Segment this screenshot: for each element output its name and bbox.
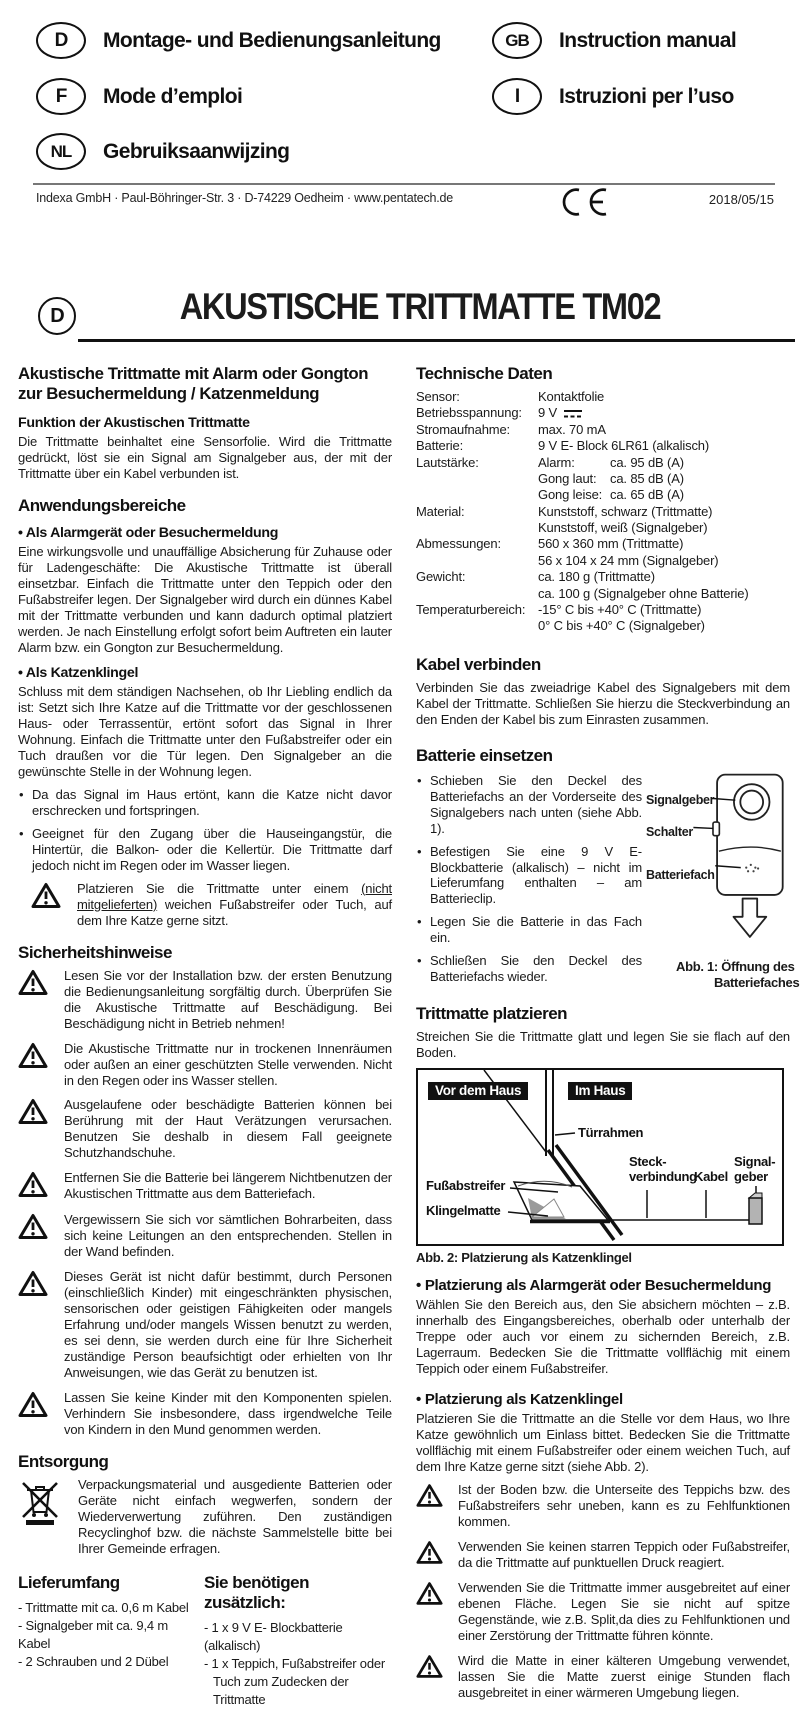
platzierung-katzen-paragraph: Platzieren Sie die Trittmatte an die Stelle vor dem Haus, wo Ihre Katze gewöhnlich um Einlass bittet. Bedecken Sie die Trittmatte vollflächig mit einem Fußabstreifer oder einem weichen Tuch, auf dem Ihre Katze gerne sitzt (siehe Abb. 2).: [416, 1411, 790, 1475]
figure1-caption-line1: Abb. 1: Öffnung des: [676, 958, 795, 974]
warning-triangle-icon: [18, 1212, 51, 1245]
section-title-batterie-einsetzen: Batterie einsetzen: [416, 745, 553, 765]
publisher-line: Indexa GmbH · Paul-Böhringer-Str. 3 · D-74229 Oedheim · www.pentatech.de: [36, 191, 454, 205]
language-label-gb: Instruction manual: [559, 28, 737, 52]
figure1-caption-line2: Batteriefaches: [714, 974, 800, 990]
warning-triangle-icon: [416, 1539, 445, 1570]
subsection-title-alarmgeraet: • Als Alarmgerät oder Besuchermeldung: [18, 524, 279, 541]
spec-row: [416, 455, 790, 504]
weee-bin-icon: [18, 1477, 64, 1531]
list-item: • Schließen Sie den Deckel des Batteriefachs wieder.: [430, 953, 642, 985]
section-title-kabel-verbinden: Kabel verbinden: [416, 654, 541, 674]
safety-item: [18, 1041, 392, 1089]
spec-value: 9 V: [538, 405, 790, 421]
spec-value: -15° C bis +40° C (Trittmatte) 0° C bis +40° C (Signalgeber): [538, 601, 705, 634]
language-badge-gb: GB: [492, 22, 542, 59]
subsection-title-platzierung-katzen: • Platzierung als Katzenklingel: [416, 1391, 623, 1409]
list-item: • Befestigen Sie eine 9 V E- Blockbatterie (alkalisch) – nicht im Lieferumfang enthalten – am Batterieclip.: [430, 844, 642, 908]
intro-heading: Akustische Trittmatte mit Alarm oder Gongton zur Besuchermeldung / Katzenmeldung: [18, 364, 369, 404]
title-divider: [78, 339, 795, 342]
list-item: • Geeignet für den Zugang über die Hauseingangstür, die Hintertür, die Balkon- oder die Kellertür. Die Trittmatte darf jedoch nicht im Regen oder im Wasser liegen.: [32, 826, 392, 874]
figure2-label-steck1: Steck-: [629, 1154, 667, 1170]
language-badge-d: D: [36, 22, 86, 59]
section-title-entsorgung: Entsorgung: [18, 1452, 109, 1472]
battery-section: [416, 771, 800, 999]
placement-warning: [416, 1653, 790, 1701]
spec-row: [416, 405, 790, 421]
lang-row-nl: [36, 133, 289, 170]
spec-label: Betriebsspannung:: [416, 405, 522, 421]
list-item: - 2 Schrauben und 2 Dübel: [18, 1653, 169, 1669]
placement-warning: [416, 1539, 790, 1571]
figure2-label-tuerrahmen: Türrahmen: [578, 1125, 644, 1141]
katzenklingel-paragraph: Schluss mit dem ständigen Nachsehen, ob Ihr Liebling endlich da ist: Setzt sich Ihre Katze auf die Trittmatte vor der geschlossenen Haus- oder Terrassentür, ertönt sofort das Signal in Ihrer Wohnung. Einfach die Trittmatte unter den Fußabstreifer oder ein Tuch draußen vor die Tür legen. Den Signalgeber an die gewünschte Stelle in der Wohnung legen.: [18, 683, 392, 779]
spec-value: Alarm: ca. 95 dB (A) Gong laut: ca. 85 dB (A) Gong leise: ca. 65 dB (A): [538, 454, 684, 503]
safety-item: [18, 1269, 392, 1381]
section-title-funktion: Funktion der Akustischen Trittmatte: [18, 414, 250, 431]
warning-triangle-icon: [18, 1170, 51, 1203]
warning-triangle-icon: [18, 1041, 51, 1074]
safety-item: [18, 1170, 392, 1203]
spec-label: Material:: [416, 503, 465, 519]
figure2-label-steck2: verbindung: [629, 1169, 697, 1185]
disposal-item: [18, 1477, 392, 1557]
katzenklingel-bullet-list: [18, 787, 392, 874]
figure2-caption: Abb. 2: Platzierung als Katzenklingel: [416, 1250, 632, 1266]
safety-item: [18, 1097, 392, 1161]
language-label-nl: Gebruiksaanwijzing: [103, 139, 290, 163]
spec-row: [416, 422, 790, 438]
language-badge-i: I: [492, 78, 542, 115]
figure2-label-signal1: Signal-: [734, 1154, 776, 1170]
safety-item: [18, 1212, 392, 1260]
spec-label: Batterie:: [416, 438, 464, 454]
spec-row: [416, 438, 790, 454]
safety-text: Lesen Sie vor der Installation bzw. der ersten Benutzung die Bedienungsanleitung sorgfältig durch. Überprüfen Sie die Akustische Trittmatte auf Beschädigung. Bei Beschädigung nicht in Betrieb nehmen!: [64, 967, 392, 1031]
funktion-paragraph: Die Trittmatte beinhaltet eine Sensorfolie. Wird die Trittmatte gedrückt, löst sie ein Signal am Signalgeber aus, der mit der Trittmatte über ein Kabel verbunden ist.: [18, 433, 392, 481]
safety-text: Vergewissern Sie sich vor sämtlichen Bohrarbeiten, dass sich keine Leitungen an den entsprechenden. Stellen in der Wand befinden.: [64, 1212, 392, 1260]
section-title-trittmatte-platzieren: Trittmatte platzieren: [416, 1004, 568, 1024]
spec-label: Lautstärke:: [416, 454, 479, 470]
spec-label: Sensor:: [416, 389, 460, 404]
language-badge-nl: NL: [36, 133, 86, 170]
region-label-outside: Vor dem Haus: [428, 1082, 528, 1100]
safety-item: [18, 968, 392, 1032]
spec-row: [416, 504, 790, 537]
zusatz-list: [204, 1619, 392, 1709]
lang-row-f: [36, 78, 242, 115]
warning-text: Ist der Boden bzw. die Unterseite des Teppichs bzw. des Fußabstreifers sehr uneben, kann es zu Fehlfunktionen kommen.: [458, 1482, 790, 1530]
platzieren-paragraph: Streichen Sie die Trittmatte glatt und legen Sie sie flach auf den Boden.: [416, 1029, 790, 1061]
spec-row: [416, 602, 790, 635]
list-item: - 1 x 9 V E- Blockbatterie (alkalisch): [204, 1620, 343, 1654]
supply-section: [18, 1565, 392, 1709]
figure2-label-klingelmatte: Klingelmatte: [426, 1203, 501, 1219]
subsection-title-platzierung-alarm: • Platzierung als Alarmgerät oder Besuchermeldung: [416, 1277, 772, 1295]
lang-row-i: [492, 78, 734, 115]
safety-text: Dieses Gerät ist nicht dafür bestimmt, durch Personen (einschließlich Kinder) mit eingeschränkten physischen, sensorischen oder geistigen Fähigkeiten oder mangels Erfahrung und/oder mangels Wissen benutzt zu werden, es sei denn, sie werden durch eine für Ihre Sicherheit zuständige Person beaufsichtigt oder erhielten von Ihr Anweisungen, wie das Gerät zu benutzen ist.: [64, 1269, 392, 1381]
section-title-technische-daten: Technische Daten: [416, 364, 553, 383]
zusatz-block: [204, 1565, 392, 1709]
publication-date: 2018/05/15: [708, 192, 774, 207]
spec-row: [416, 569, 790, 602]
warning-triangle-icon: [31, 881, 64, 914]
safety-text: Lassen Sie keine Kinder mit den Komponenten spielen. Verhindern Sie insbesondere, dass irgendwelche Teile von Kindern in den Mund genommen werden.: [64, 1390, 392, 1438]
list-item: - Signalgeber mit ca. 9,4 m Kabel: [18, 1618, 168, 1652]
language-badge-f: F: [36, 78, 86, 115]
list-item: • Legen Sie die Batterie in das Fach ein.: [430, 914, 642, 946]
disposal-text: Verpackungsmaterial und ausgediente Batterien oder Geräte nicht einfach wegwerfen, sondern der Wiederverwertung zuführen. Den zuständigen Recyclinghof bzw. die nächste Sammelstelle bitte bei Ihrer Gemeinde erfragen.: [78, 1477, 392, 1557]
warning-triangle-icon: [416, 1653, 445, 1684]
lieferumfang-block: [18, 1565, 194, 1709]
section-title-lieferumfang: Lieferumfang: [18, 1573, 120, 1593]
kabel-paragraph: Verbinden Sie das zweiadrige Kabel des Signalgebers mit dem Kabel der Trittmatte. Schließen Sie hierzu die Steckverbindung an den Enden der Kabel bis zum Einrasten zusammen.: [416, 679, 790, 727]
platzierung-alarm-paragraph: Wählen Sie den Bereich aus, den Sie absichern möchten – z.B. innerhalb des Eingangsbereiches, oberhalb oder unterhalb der Treppe oder auch vor einem zu sichernden Bereich, z.B. Lagerraum. Bedecken Sie die Trittmatte vollflächig mit einem Teppich oder einem Fußabstreifer.: [416, 1297, 790, 1377]
spec-value: ca. 180 g (Trittmatte) ca. 100 g (Signalgeber ohne Batterie): [538, 569, 749, 601]
figure2-label-kabel: Kabel: [694, 1169, 728, 1185]
header-divider: [33, 183, 775, 185]
safety-text: Entfernen Sie die Batterie bei längerem Nichtbenutzen der Akustischen Trittmatte aus dem Batteriefach.: [64, 1170, 392, 1202]
ce-mark-icon: [556, 186, 610, 218]
battery-step-list: [416, 773, 642, 993]
spec-label: Temperaturbereich:: [416, 601, 526, 617]
section-title-anwendungsbereiche: Anwendungsbereiche: [18, 495, 186, 515]
warning-triangle-icon: [416, 1482, 445, 1513]
warning-text: Verwenden Sie keinen starren Teppich oder Fußabstreifer, da die Trittmatte auf punktuellen Druck reagiert.: [458, 1539, 790, 1571]
placement-note: [18, 881, 392, 929]
list-item: - Trittmatte mit ca. 0,6 m Kabel: [18, 1600, 189, 1616]
spec-value: 9 V E- Block 6LR61 (alkalisch): [538, 438, 710, 454]
placement-warning: [416, 1580, 790, 1644]
figure-2: [416, 1068, 784, 1246]
language-label-f: Mode d’emploi: [103, 84, 243, 108]
language-label-i: Istruzioni per l’uso: [559, 84, 734, 108]
spec-value: max. 70 mA: [538, 421, 606, 437]
warning-triangle-icon: [18, 1269, 51, 1302]
warning-text: Verwenden Sie die Trittmatte immer ausgebreitet auf einer ebenen Fläche. Legen Sie sie nicht auf spitze Gegenstände, wie z.B. Split,da dies zu Fehlfunktionen und einer Zerstörung der Trittmatte führen könnte.: [458, 1580, 790, 1644]
down-arrow-icon: [733, 898, 766, 936]
warning-triangle-icon: [416, 1580, 445, 1611]
lang-row-d: [36, 22, 441, 59]
lieferumfang-list: [18, 1599, 194, 1671]
figure2-label-signal2: geber: [734, 1169, 768, 1185]
placement-warning: [416, 1482, 790, 1530]
warning-triangle-icon: [18, 968, 51, 1001]
figure1-label-batteriefach: Batteriefach: [646, 867, 715, 882]
spec-row: [416, 536, 790, 569]
safety-item: [18, 1390, 392, 1438]
spec-value: 560 x 360 mm (Trittmatte) 56 x 104 x 24 mm (Signalgeber): [538, 536, 719, 568]
warning-text: Wird die Matte in einer kälteren Umgebung verwendet, lassen Sie die Matte zuerst einige Stunden flach ausgebreitet in einer wärmeren Umgebung liegen.: [458, 1653, 790, 1701]
figure2-label-fussabstreifer: Fußabstreifer: [426, 1178, 506, 1194]
safety-text: Die Akustische Trittmatte nur in trockenen Innenräumen oder außen an einer geschützten Stelle verwenden. Nicht in den Regen oder ins Wasser stellen.: [64, 1040, 392, 1088]
dc-voltage-icon: [563, 408, 583, 419]
page-title: AKUSTISCHE TRITTMATTE TM02: [179, 286, 661, 327]
spec-label: Gewicht:: [416, 569, 466, 585]
spec-label: Stromaufnahme:: [416, 421, 511, 437]
right-column: [416, 362, 800, 1710]
content-columns: [18, 362, 800, 1710]
spec-value: Kontaktfolie: [538, 389, 605, 404]
region-label-inside: Im Haus: [568, 1082, 632, 1100]
warning-triangle-icon: [18, 1097, 51, 1130]
figure1-label-schalter: Schalter: [646, 824, 693, 839]
spec-label: Abmessungen:: [416, 536, 501, 552]
section-title-sicherheitshinweise: Sicherheitshinweise: [18, 942, 172, 962]
left-column: [18, 362, 392, 1710]
list-item: • Da das Signal im Haus ertönt, kann die Katze nicht davor erschrecken und fortspringen.: [32, 787, 392, 819]
lang-row-gb: [492, 22, 736, 59]
note-text: Platzieren Sie die Trittmatte unter einem (nicht mitgelieferten) weichen Fußabstreifer oder Tuch, auf dem Ihre Katze gerne sitzt.: [77, 880, 392, 928]
alarmgeraet-paragraph: Eine wirkungsvolle und unauffällige Absicherung für Zuhause oder für Ladengeschäfte: Die Akustische Trittmatte ist überall einsetzbar. Einfach die Trittmatte unter den Teppich oder den Fußabstreifer legen. Der Signalgeber wird durch ein dünnes Kabel mit der Trittmatte verbunden und kann dadurch optimal platziert werden. Je nach Einstellung erfolgt sofort beim Auftreten ein lauter Alarm bzw. ein Gongton zur Besuchermeldung.: [18, 543, 392, 655]
language-label-d: Montage- und Bedienungsanleitung: [103, 28, 441, 52]
warning-triangle-icon: [18, 1390, 51, 1423]
edition-badge: D: [38, 297, 76, 335]
list-item: Tuch zum Zudecken der Trittmatte: [213, 1673, 349, 1707]
list-item: • Schieben Sie den Deckel des Batteriefachs an der Vorderseite des Signalgebers nach unten (siehe Abb. 1).: [430, 773, 642, 837]
safety-text: Ausgelaufene oder beschädigte Batterien können bei Berührung mit der Haut Verätzungen verursachen. Benutzen Sie deshalb in diesem Fall geeignete Schutzhandschuhe.: [64, 1097, 392, 1161]
section-title-zusatz: Sie benötigen zusätzlich:: [204, 1573, 309, 1613]
subsection-title-katzenklingel: • Als Katzenklingel: [18, 664, 139, 681]
figure1-label-signalgeber: Signalgeber: [646, 792, 715, 807]
figure-1: [646, 771, 800, 995]
spec-value: Kunststoff, schwarz (Trittmatte) Kunststoff, weiß (Signalgeber): [538, 503, 713, 535]
list-item: - 1 x Teppich, Fußabstreifer oder: [204, 1656, 386, 1672]
spec-row: [416, 389, 790, 405]
